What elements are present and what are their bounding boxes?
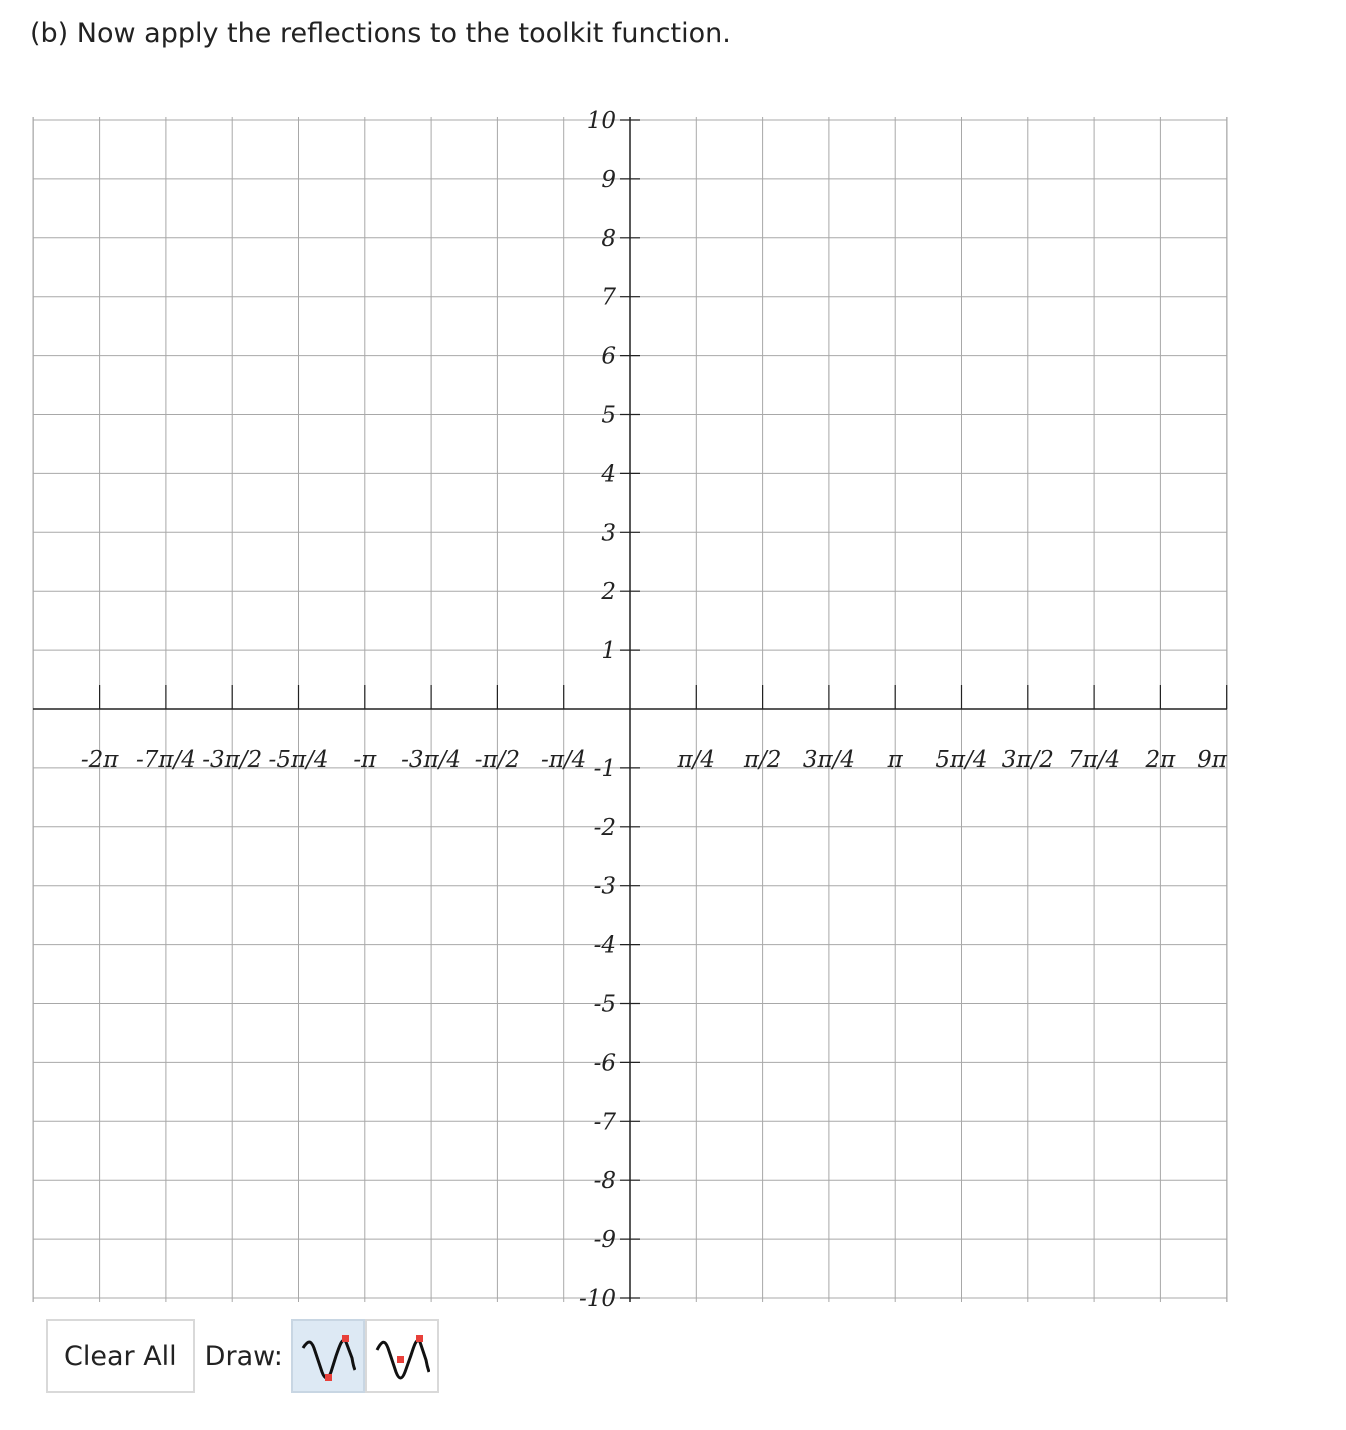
x-tick-label: -5π/4 (268, 747, 329, 773)
x-tick-label: 2π (1145, 747, 1176, 773)
x-tick-label: 7π/4 (1068, 747, 1121, 773)
y-tick-label: 9 (601, 166, 616, 193)
y-tick-label: -2 (593, 814, 616, 841)
x-tick-label: π (887, 747, 903, 773)
x-tick-label: -π (353, 747, 377, 773)
y-tick-label: 1 (601, 638, 616, 665)
x-tick-label: -π/4 (541, 747, 587, 773)
y-tick-label: 6 (601, 343, 616, 370)
y-tick-label: 2 (601, 579, 616, 606)
x-tick-label: π/4 (677, 747, 716, 773)
y-tick-label: 5 (601, 402, 616, 429)
y-tick-label: -7 (593, 1109, 616, 1136)
x-tick-label: -7π/4 (135, 747, 196, 773)
tick-labels (81, 108, 1228, 1312)
y-tick-label: 7 (601, 284, 616, 311)
x-tick-label: -2π (80, 747, 119, 773)
sine-wave-tool-alt-icon (374, 1328, 430, 1384)
x-tick-label: 9π (1197, 747, 1227, 773)
question-text: (b) Now apply the reflections to the toolkit function. (30, 18, 731, 49)
graph-toolbar (46, 1318, 439, 1394)
x-tick-label: π/2 (743, 747, 782, 773)
x-tick-label: 3π/2 (1001, 747, 1054, 773)
y-tick-label: -9 (593, 1227, 616, 1254)
x-tick-label: -3π/4 (401, 747, 462, 773)
y-tick-label: -5 (593, 991, 616, 1018)
y-tick-label: 3 (601, 520, 616, 547)
y-tick-label: -4 (593, 932, 616, 959)
draw-label: Draw: (204, 1340, 283, 1372)
y-tick-label: -6 (593, 1050, 616, 1077)
sine-tool-button[interactable] (291, 1319, 365, 1393)
axes (33, 117, 1227, 1302)
x-tick-label: -π/2 (474, 747, 521, 773)
sine-tool-alt-button[interactable] (365, 1319, 439, 1393)
y-tick-label: 8 (601, 225, 616, 252)
sine-wave-tool-icon (300, 1328, 356, 1384)
x-tick-label: 3π/4 (802, 747, 855, 773)
x-tick-label: -3π/2 (202, 747, 263, 773)
y-tick-label: 10 (586, 108, 616, 134)
y-tick-label: -3 (593, 873, 616, 900)
clear-all-button[interactable]: Clear All (46, 1319, 195, 1393)
x-tick-label: 5π/4 (935, 747, 988, 773)
y-tick-label: -10 (578, 1286, 616, 1312)
y-tick-label: -8 (593, 1168, 616, 1195)
y-tick-label: -1 (593, 755, 616, 782)
y-tick-label: 4 (601, 461, 616, 488)
